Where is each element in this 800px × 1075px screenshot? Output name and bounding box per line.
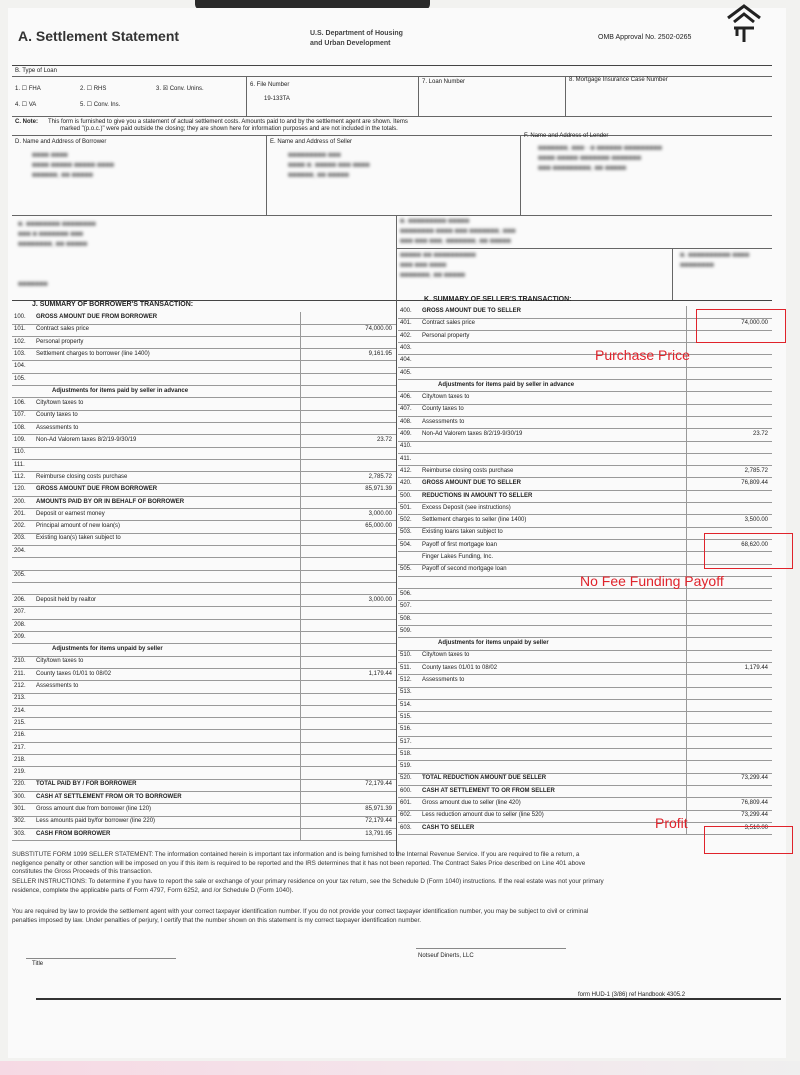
row-amount: 74,000.00 xyxy=(365,326,392,333)
row-description: City/town taxes to xyxy=(36,658,84,665)
row-number: 511. xyxy=(400,664,412,671)
form-id: form HUD-1 (3/86) ref Handbook 4305.2 xyxy=(578,992,686,998)
row-description: Finger Lakes Funding, Inc. xyxy=(422,554,494,560)
table-row xyxy=(398,786,772,799)
row-number: 409. xyxy=(400,431,412,437)
row-number: 102. xyxy=(14,338,26,345)
table-row xyxy=(398,441,772,454)
omb-approval: OMB Approval No. 2502-0265 xyxy=(598,34,692,41)
row-number: 603. xyxy=(400,824,412,831)
row-description: CASH TO SELLER xyxy=(422,824,475,831)
row-number: 111. xyxy=(14,461,25,468)
table-row xyxy=(12,632,396,645)
form-title: A. Settlement Statement xyxy=(18,28,180,44)
row-description: County taxes to xyxy=(36,412,78,419)
row-amount: 68,620.00 xyxy=(741,541,768,548)
row-number: 519. xyxy=(400,763,412,770)
row-description: AMOUNTS PAID BY OR IN BEHALF OF BORROWER xyxy=(36,498,185,505)
table-row xyxy=(398,404,772,417)
row-description: Deposit or earnest money xyxy=(36,510,105,517)
row-number: 502. xyxy=(400,517,412,524)
row-description: Less amounts paid by/for borrower (line 220) xyxy=(36,818,156,825)
row-amount: 3,510.00 xyxy=(744,824,768,831)
row-amount: 2,785.72 xyxy=(744,467,768,474)
table-row xyxy=(398,700,772,713)
row-number: 404. xyxy=(400,357,412,364)
table-row xyxy=(12,484,396,497)
seller-summary-heading: K. SUMMARY OF SELLER'S TRANSACTION: xyxy=(424,296,572,303)
row-description: Reimburse closing costs purchase xyxy=(36,473,128,480)
row-number: 302. xyxy=(14,818,26,825)
borrower-label: D. Name and Address of Borrower xyxy=(15,139,107,145)
row-description: County taxes 01/01 to 08/02 xyxy=(422,664,498,671)
seller-instructions-line-1: SELLER INSTRUCTIONS: To determine if you have to report the sale or exchange of your primary residence on your tax return, see the Schedule D (Form 1040) instructions. If the real estate was not your primary xyxy=(12,878,604,885)
row-description: REDUCTIONS IN AMOUNT TO SELLER xyxy=(422,492,533,499)
settlement-statement-page xyxy=(8,8,786,1058)
row-description: Gross amount due from borrower (line 120) xyxy=(36,806,152,812)
row-description: County taxes 01/01 to 08/02 xyxy=(36,670,112,677)
table-row xyxy=(12,779,396,792)
file-number-label: 6. File Number xyxy=(250,82,290,88)
taxpayer-id-notice xyxy=(12,908,782,925)
row-number: 210. xyxy=(14,658,26,665)
row-amount: 2,785.72 xyxy=(368,473,392,480)
row-description: Reimburse closing costs purchase xyxy=(422,467,514,474)
row-amount: 73,299.44 xyxy=(741,812,768,819)
row-description: GROSS AMOUNT DUE FROM BORROWER xyxy=(36,486,158,493)
row-description: Settlement charges to borrower (line 1400) xyxy=(36,350,150,357)
table-row xyxy=(398,798,772,811)
row-amount: 3,000.00 xyxy=(368,510,392,517)
table-row xyxy=(12,337,396,350)
place-of-settlement-redacted: ■■■■■ ■■ ■■■■■■■■■■ ■■■ ■■■ ■■■■ ■■■■■■■, ■■ ■■■■■ xyxy=(400,252,476,279)
row-number: 514. xyxy=(400,701,412,708)
table-row xyxy=(398,503,772,516)
row-number: 301. xyxy=(14,806,26,812)
table-row xyxy=(12,324,396,337)
row-number: 509. xyxy=(400,627,412,634)
row-number: 512. xyxy=(400,677,412,683)
row-description: Gross amount due to seller (line 420) xyxy=(422,800,521,806)
loan-option-rhs[interactable]: 2. ☐ RHS xyxy=(80,86,107,92)
row-amount: 1,179.44 xyxy=(368,670,392,677)
taxpayer-line-2: penalties imposed by law. Under penalties of perjury, I certify that the number shown on this statement is my correct taxpayer identification number. xyxy=(12,916,422,924)
table-row xyxy=(398,343,772,356)
row-number: 602. xyxy=(400,812,412,819)
row-description: GROSS AMOUNT DUE TO SELLER xyxy=(422,480,522,487)
row-number: 216. xyxy=(14,732,26,739)
table-row xyxy=(12,792,396,805)
table-row xyxy=(398,368,772,381)
row-description: CASH AT SETTLEMENT FROM OR TO BORROWER xyxy=(36,793,182,800)
row-number: 501. xyxy=(400,504,412,511)
row-number: 209. xyxy=(14,633,26,640)
note-line-1: This form is furnished to give you a statement of actual settlement costs. Amounts paid to and by the settlement agent are shown. Items xyxy=(48,119,408,125)
table-row xyxy=(398,478,772,491)
table-row xyxy=(398,626,772,639)
seller-address-redacted: ■■■■■■■■■ ■■■ ■■■■ ■. ■■■■■ ■■■ ■■■■ ■■■■■■, ■■ ■■■■■ xyxy=(288,152,370,179)
loan-option-conv-unins[interactable]: 3. ☒ Conv. Unins. xyxy=(156,86,204,92)
row-amount: 23.72 xyxy=(752,431,768,437)
table-row xyxy=(398,773,772,786)
row-number: 203. xyxy=(14,535,26,542)
table-row xyxy=(398,429,772,442)
row-number: 518. xyxy=(400,750,412,757)
seller-label: E. Name and Address of Seller xyxy=(270,139,353,145)
row-number: 220. xyxy=(14,781,26,788)
row-number: 219. xyxy=(14,769,26,776)
table-row xyxy=(12,533,396,546)
row-amount: 85,971.39 xyxy=(365,486,392,493)
row-amount: 23.72 xyxy=(376,437,392,443)
row-description: Personal property xyxy=(422,332,470,339)
row-number: 403. xyxy=(400,344,412,351)
table-row xyxy=(398,749,772,762)
settlement-date-redacted: ■. ■■■■■■■■■■ ■■■■ ■■■■■■■■ xyxy=(680,252,750,269)
table-row xyxy=(398,663,772,676)
seller-instructions-line-2: residence, complete the applicable parts of Form 4797, Form 6252, and /or Schedule D (Form 1040). xyxy=(12,886,294,894)
row-number: 513. xyxy=(400,689,412,696)
row-description: City/town taxes to xyxy=(36,400,84,407)
table-row xyxy=(12,386,396,399)
table-row xyxy=(12,620,396,633)
row-number: 105. xyxy=(14,375,26,382)
table-row xyxy=(398,675,772,688)
row-number: 120. xyxy=(14,486,26,493)
row-number: 507. xyxy=(400,603,412,610)
row-number: 411. xyxy=(400,455,412,462)
row-description: CASH FROM BORROWER xyxy=(36,830,111,837)
row-number: 508. xyxy=(400,615,412,622)
note-label: C. Note: xyxy=(15,119,38,125)
substitute-line-3: constitutes the Gross Proceeds of this transaction. xyxy=(12,868,153,875)
table-row xyxy=(398,614,772,627)
substitute-line-1: SUBSTITUTE FORM 1099 SELLER STATEMENT: The information contained herein is important tax information and is being furnished to the Internal Revenue Service. If you are required to file a return, a xyxy=(12,851,580,858)
row-amount: 76,809.44 xyxy=(741,800,768,806)
table-row xyxy=(12,460,396,473)
row-description: Adjustments for items paid by seller in advance xyxy=(438,381,575,388)
purchase-price-annotation: Purchase Price xyxy=(595,347,690,363)
table-row xyxy=(12,583,396,596)
table-row xyxy=(12,718,396,731)
table-row xyxy=(398,687,772,700)
table-row xyxy=(398,417,772,430)
row-amount: 65,000.00 xyxy=(365,523,392,530)
taxpayer-line-1: You are required by law to provide the settlement agent with your correct taxpayer identification number. If you do not provide your correct taxpayer identification number, you may be subject to civil or criminal xyxy=(12,908,589,915)
table-row xyxy=(12,669,396,682)
title-label: Title xyxy=(32,961,44,967)
row-description: Excess Deposit (see instructions) xyxy=(422,504,511,511)
row-amount: 76,809.44 xyxy=(741,480,768,487)
row-number: 211. xyxy=(14,670,26,677)
row-number: 300. xyxy=(14,793,26,800)
row-number: 420. xyxy=(400,480,412,487)
table-row xyxy=(12,656,396,669)
hud-logo-icon xyxy=(724,2,764,44)
row-number: 405. xyxy=(400,369,412,376)
row-number: 112. xyxy=(14,473,26,480)
row-number: 601. xyxy=(400,800,412,806)
row-description: CASH AT SETTLEMENT TO OR FROM SELLER xyxy=(422,787,555,794)
row-amount: 85,971.39 xyxy=(365,806,392,812)
row-description: GROSS AMOUNT DUE FROM BORROWER xyxy=(36,314,158,320)
table-row xyxy=(12,730,396,743)
borrower-summary-heading: J. SUMMARY OF BORROWER'S TRANSACTION: xyxy=(32,301,194,308)
table-row xyxy=(12,398,396,411)
row-number: 207. xyxy=(14,609,26,616)
row-number: 503. xyxy=(400,529,412,536)
table-row xyxy=(12,743,396,756)
table-row xyxy=(398,638,772,651)
dept-line-1: U.S. Department of Housing xyxy=(310,30,403,37)
table-row xyxy=(398,737,772,750)
row-number: 506. xyxy=(400,590,412,597)
row-amount: 72,179.44 xyxy=(365,781,392,788)
row-number: 109. xyxy=(14,437,26,443)
profit-annotation: Profit xyxy=(655,815,688,831)
table-row xyxy=(12,595,396,608)
row-description: Payoff of second mortgage loan xyxy=(422,566,507,573)
table-row xyxy=(12,497,396,510)
row-number: 214. xyxy=(14,707,26,714)
row-amount: 13,791.95 xyxy=(365,830,392,837)
row-number: 520. xyxy=(400,775,412,782)
table-row xyxy=(398,810,772,823)
dept-line-2: and Urban Development xyxy=(310,40,391,47)
row-number: 108. xyxy=(14,424,26,431)
table-row xyxy=(12,693,396,706)
row-number: 406. xyxy=(400,394,412,401)
table-row xyxy=(12,472,396,485)
page-edge xyxy=(0,1061,800,1075)
row-number: 110. xyxy=(14,449,26,456)
row-description: Principal amount of new loan(s) xyxy=(36,523,121,530)
profit-highlight xyxy=(704,826,793,854)
note-line-2: marked "(p.o.c.)" were paid outside the closing; they are shown here for information purposes and are not included in the totals. xyxy=(60,126,398,132)
row-number: 103. xyxy=(14,350,26,357)
row-description: Contract sales price xyxy=(422,320,476,327)
row-number: 401. xyxy=(400,320,412,327)
property-location-redacted: ■. ■■■■■■■■ ■■■■■■■■ ■■■ ■ ■■■■■■■ ■■■ ■■■■■■■■, ■■ ■■■■■ ■■■■■■■ xyxy=(18,221,96,288)
table-row xyxy=(398,712,772,725)
row-description: TOTAL REDUCTION AMOUNT DUE SELLER xyxy=(422,775,547,782)
table-row xyxy=(12,767,396,780)
lender-address-redacted: ■■■■■■■, ■■■ - ■ ■■■■■■ ■■■■■■■■■ ■■■■ ■■■■■ ■■■■■■■ ■■■■■■■ ■■■ ■■■■■■■■■, ■■ ■■■■■ xyxy=(538,145,662,172)
loan-option-conv-ins[interactable]: 5. ☐ Conv. Ins. xyxy=(80,102,121,108)
table-row xyxy=(398,650,772,663)
table-row xyxy=(398,380,772,393)
table-row xyxy=(12,410,396,423)
row-number: 106. xyxy=(14,400,26,407)
table-row xyxy=(398,589,772,602)
row-description: Contract sales price xyxy=(36,326,90,333)
row-description: Assessments to xyxy=(36,424,79,431)
mortgage-insurance-label: 8. Mortgage Insurance Case Number xyxy=(569,77,668,83)
row-description: City/town taxes to xyxy=(422,652,470,659)
row-number: 407. xyxy=(400,406,412,413)
table-row xyxy=(12,570,396,583)
table-row xyxy=(398,454,772,467)
purchase-price-highlight xyxy=(696,309,786,343)
row-description: Settlement charges to seller (line 1400) xyxy=(422,517,527,524)
row-number: 412. xyxy=(400,467,412,474)
table-row xyxy=(12,546,396,559)
settlement-agent-redacted: ■. ■■■■■■■■■ ■■■■■ ■■■■■■■■ ■■■■ ■■■ ■■■■■■■, ■■■ ■■■ ■■■ ■■■, ■■■■■■■, ■■ ■■■■■ xyxy=(400,218,516,245)
row-number: 515. xyxy=(400,713,412,720)
table-row xyxy=(12,374,396,387)
table-row xyxy=(12,521,396,534)
row-description: Assessments to xyxy=(36,683,79,689)
table-row xyxy=(398,355,772,368)
row-amount: 74,000.00 xyxy=(741,320,768,327)
table-row xyxy=(12,829,396,842)
seller-instructions xyxy=(12,878,782,895)
row-number: 107. xyxy=(14,412,26,419)
row-amount: 72,179.44 xyxy=(365,818,392,825)
table-row xyxy=(12,681,396,694)
row-number: 600. xyxy=(400,787,412,794)
row-number: 100. xyxy=(14,314,26,320)
row-description: Adjustments for items unpaid by seller xyxy=(438,640,549,647)
row-amount: 3,000.00 xyxy=(368,596,392,603)
row-description: Payoff of first mortgage loan xyxy=(422,541,497,548)
row-amount: 3,500.00 xyxy=(744,517,768,524)
row-description: TOTAL PAID BY / FOR BORROWER xyxy=(36,781,137,788)
row-amount: 73,299.44 xyxy=(741,775,768,782)
row-number: 500. xyxy=(400,492,412,499)
row-number: 504. xyxy=(400,541,412,548)
payoff-highlight xyxy=(704,533,793,569)
table-row xyxy=(12,361,396,374)
table-row xyxy=(12,607,396,620)
loan-type-label: B. Type of Loan xyxy=(15,68,57,74)
row-number: 402. xyxy=(400,332,412,339)
row-number: 218. xyxy=(14,756,26,763)
row-description: City/town taxes to xyxy=(422,394,470,401)
row-number: 505. xyxy=(400,566,412,573)
table-row xyxy=(398,491,772,504)
file-number-value: 19-133TA xyxy=(264,96,290,102)
table-row xyxy=(398,515,772,528)
row-number: 517. xyxy=(400,738,412,745)
row-amount: 9,161.95 xyxy=(368,350,392,357)
row-description: Less reduction amount due to seller (line 520) xyxy=(422,812,544,819)
table-row xyxy=(398,761,772,774)
row-number: 410. xyxy=(400,443,412,450)
table-row xyxy=(12,312,396,325)
table-row xyxy=(12,755,396,768)
row-description: Adjustments for items paid by seller in advance xyxy=(52,387,189,394)
row-description: Personal property xyxy=(36,338,84,345)
row-description: Non-Ad Valorem taxes 8/2/19-9/30/19 xyxy=(36,437,137,443)
table-row xyxy=(398,466,772,479)
borrower-address-redacted: ■■■■ ■■■■ ■■■■ ■■■■■ ■■■■■ ■■■■ ■■■■■■, ■■ ■■■■■ xyxy=(32,152,114,179)
row-description: County taxes to xyxy=(422,406,464,413)
signer-name: Notseuf Dinerts, LLC xyxy=(418,953,474,959)
row-description: Existing loan(s) taken subject to xyxy=(36,535,121,542)
table-row xyxy=(12,447,396,460)
row-number: 400. xyxy=(400,308,412,314)
row-number: 200. xyxy=(14,498,26,505)
substitute-form-text xyxy=(12,851,782,877)
row-number: 208. xyxy=(14,621,26,628)
row-number: 206. xyxy=(14,596,26,603)
row-number: 213. xyxy=(14,695,26,702)
row-description: Adjustments for items unpaid by seller xyxy=(52,646,163,653)
row-description: GROSS AMOUNT DUE TO SELLER xyxy=(422,308,522,314)
row-number: 516. xyxy=(400,726,412,733)
payoff-annotation: No Fee Funding Payoff xyxy=(580,573,724,589)
row-description: Existing loans taken subject to xyxy=(422,529,503,536)
table-row xyxy=(12,816,396,829)
row-description: Non-Ad Valorem taxes 8/2/19-9/30/19 xyxy=(422,431,523,437)
substitute-line-2: negligence penalty or other sanction will be imposed on you if this item is required to be reported and the IRS determines that it has not been reported. The Contract Sales Price described on Line 401 above xyxy=(12,859,586,867)
row-number: 202. xyxy=(14,523,26,530)
row-number: 201. xyxy=(14,510,26,517)
row-number: 101. xyxy=(14,326,26,333)
row-number: 408. xyxy=(400,418,412,425)
table-row xyxy=(12,558,396,571)
row-number: 212. xyxy=(14,683,26,689)
row-number: 204. xyxy=(14,547,26,554)
table-row xyxy=(398,601,772,614)
lender-label: F. Name and Address of Lender xyxy=(524,133,609,139)
row-number: 303. xyxy=(14,830,26,837)
table-row xyxy=(12,435,396,448)
row-number: 205. xyxy=(14,572,26,579)
table-row xyxy=(12,349,396,362)
row-description: Assessments to xyxy=(422,418,465,425)
loan-option-va[interactable]: 4. ☐ VA xyxy=(15,102,37,108)
row-amount: 1,179.44 xyxy=(744,664,768,671)
row-description: Assessments to xyxy=(422,677,465,683)
row-description: Deposit held by realtor xyxy=(36,596,97,603)
table-row xyxy=(12,706,396,719)
loan-option-fha[interactable]: 1. ☐ FHA xyxy=(15,86,41,92)
loan-number-label: 7. Loan Number xyxy=(422,79,466,85)
table-row xyxy=(12,423,396,436)
row-number: 510. xyxy=(400,652,412,659)
table-row xyxy=(12,644,396,657)
row-number: 104. xyxy=(14,363,26,370)
row-number: 217. xyxy=(14,744,26,751)
table-row xyxy=(398,724,772,737)
row-number: 215. xyxy=(14,719,26,726)
table-row xyxy=(398,392,772,405)
table-row xyxy=(12,804,396,817)
table-row xyxy=(12,509,396,522)
